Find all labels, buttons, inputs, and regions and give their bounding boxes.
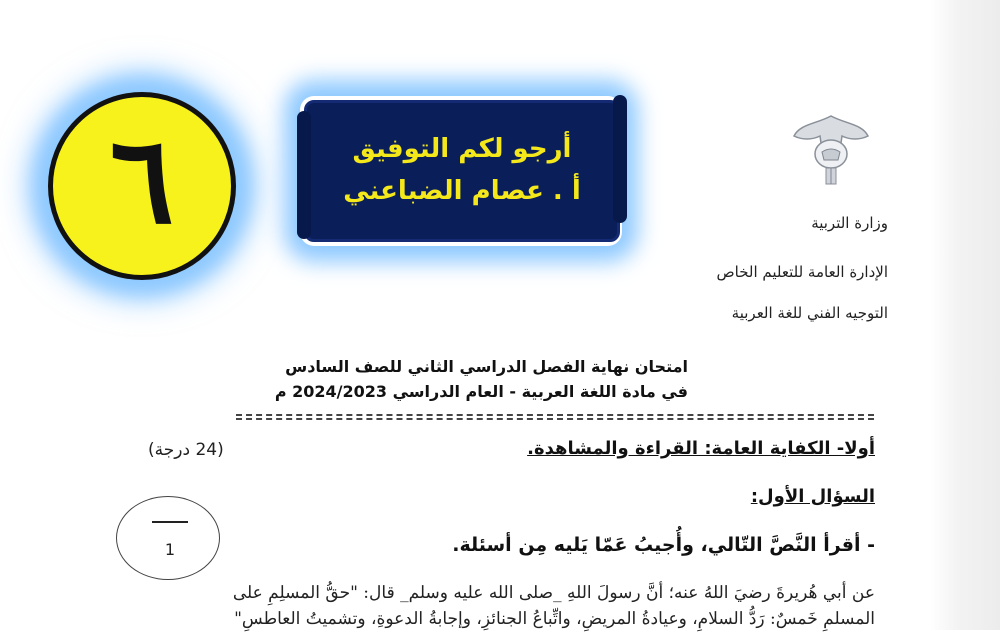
score-circle (116, 496, 220, 580)
header-guidance: التوجيه الفني للغة العربية (731, 304, 888, 322)
banner-line-2: أ . عصام الضباعني (343, 176, 581, 206)
header-ministry: وزارة التربية (811, 214, 888, 232)
score-number: 1 (164, 540, 176, 559)
banner-line-1: أرجو لكم التوفيق (352, 134, 572, 165)
page-edge-shadow (930, 0, 1000, 630)
question-title: السؤال الأول: (750, 486, 875, 507)
section-title (527, 438, 875, 459)
passage-line-2: المسلمِ خَمسٌ: رَدُّ السلامِ، وعيادةُ المريضِ، واتِّباعُ الجنائزِ، وإجابةُ الدعوةِ، وتشميتُ العاطسِ" (234, 609, 875, 629)
score-blank-line (152, 521, 188, 523)
exam-title-line-2: في مادة اللغة العربية - العام الدراسي 2024/2023 م (274, 382, 688, 401)
section-title-text: أولا- الكفاية العامة: القراءة والمشاهدة. (527, 438, 875, 459)
header-department: الإدارة العامة للتعليم الخاص (716, 263, 888, 281)
question-instruction: - أقرأ النَّصَّ التّالي، وأُجيبُ عَمّا يَليه مِن أسئلة. (452, 534, 875, 556)
grade-badge-text: ٦ (109, 110, 175, 251)
grade-badge (48, 92, 236, 280)
reading-passage (115, 580, 875, 632)
section-degree: (24 درجة) (148, 440, 224, 460)
greeting-banner (304, 100, 620, 242)
passage-line-1: عن أبي هُريرةَ رضيَ اللهُ عنه؛ أنَّ رسولَ اللهِ _صلى الله عليه وسلم_ قال: "حقُّ المسلِمِ على (232, 583, 875, 603)
section-divider (236, 414, 874, 420)
exam-title-line-1: امتحان نهاية الفصل الدراسي الثاني للصف السادس (285, 357, 688, 376)
ministry-emblem-icon (786, 110, 876, 190)
